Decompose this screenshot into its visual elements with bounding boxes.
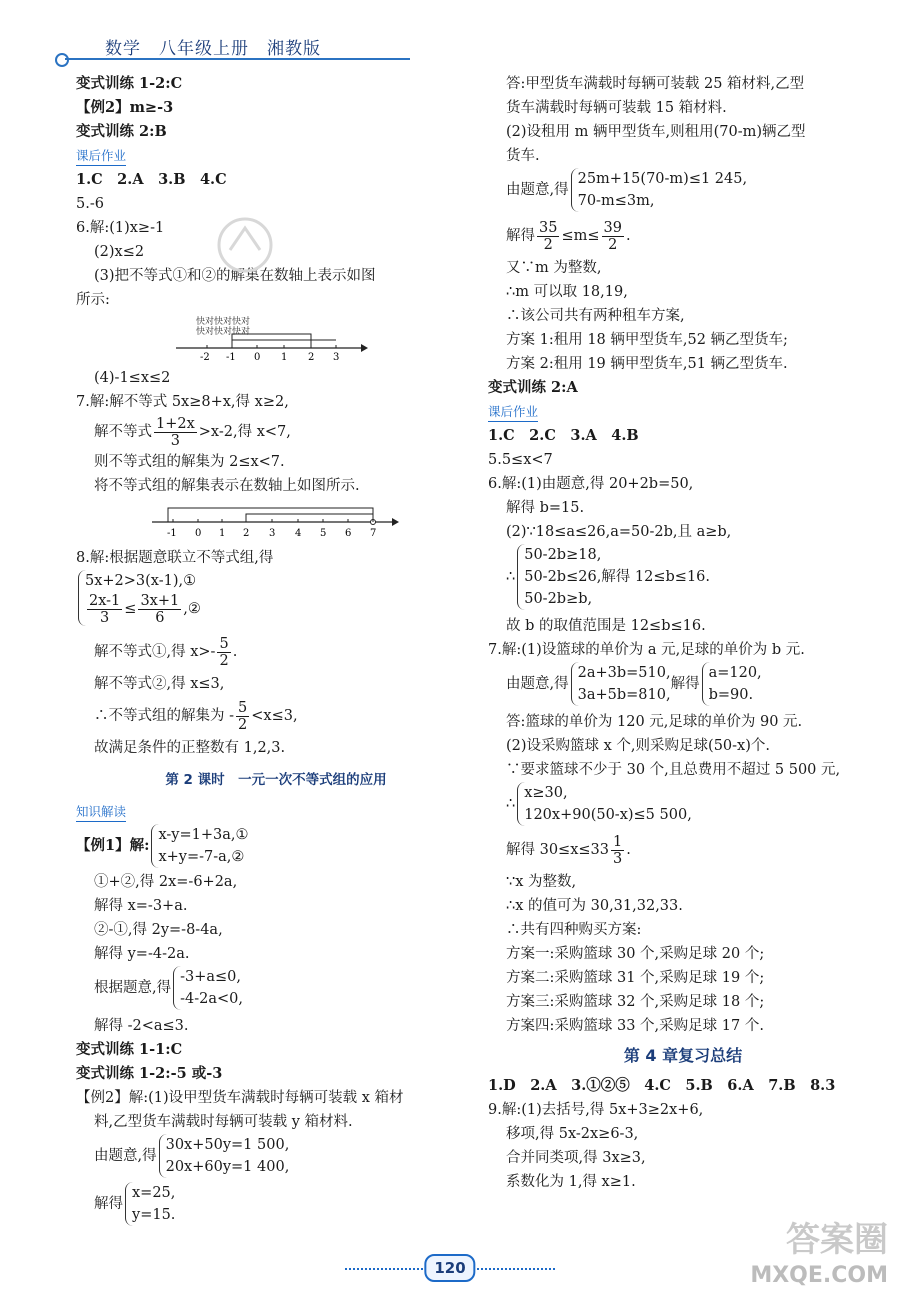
system-row: 3a+5b=810, xyxy=(577,687,671,703)
text-span: . xyxy=(626,842,631,858)
footer-dots-left xyxy=(345,1268,435,1272)
page-number: 120 xyxy=(424,1254,475,1282)
answer-line: 则不等式组的解集为 2≤x<7. xyxy=(94,454,285,470)
answer-line: 故 b 的取值范围是 12≤b≤16. xyxy=(506,618,706,634)
system-brace xyxy=(173,966,243,1010)
system-brace xyxy=(78,570,201,626)
fraction-denominator: 3 xyxy=(170,432,180,449)
number-line-note: 快对快对快对 xyxy=(196,317,251,327)
tick-label: -1 xyxy=(167,528,177,539)
fraction xyxy=(236,700,249,733)
tick-label: 5 xyxy=(320,528,327,539)
solution-bracket-1 xyxy=(168,508,373,522)
answer-line: 答:甲型货车满载时每辆可装载 25 箱材料,乙型 xyxy=(506,76,805,92)
answer-line: 6.解:(1)x≥-1 xyxy=(76,220,165,236)
answer-line: 方案一:采购篮球 30 个,采购足球 20 个; xyxy=(506,946,765,962)
answer-line xyxy=(76,1134,476,1182)
section-label: 课后作业 xyxy=(488,403,538,422)
answer-line xyxy=(76,696,476,736)
system-row: -4-2a<0, xyxy=(180,991,243,1007)
fraction-numerator: 1 xyxy=(613,833,623,850)
inequality-system xyxy=(488,544,878,614)
text-span: 解不等式 xyxy=(94,424,152,440)
example-label: 【例1】解: xyxy=(76,837,150,854)
fraction-numerator: 39 xyxy=(603,219,622,236)
fraction xyxy=(138,593,181,626)
text-span: 解得 30≤x≤33 xyxy=(506,842,609,858)
answer-line: 变式训练 1-2:-5 或-3 xyxy=(76,1065,223,1082)
answer-line: 8.解:根据题意联立不等式组,得 xyxy=(76,550,274,566)
answer-line: 变式训练 1-1:C xyxy=(76,1041,183,1058)
fraction xyxy=(154,416,197,449)
system-row: y=15. xyxy=(132,1207,176,1223)
answer-line: 货车. xyxy=(506,148,540,164)
tick-label: 0 xyxy=(254,352,261,360)
answer-line: 方案二:采购篮球 31 个,采购足球 19 个; xyxy=(506,970,765,986)
fraction-denominator: 2 xyxy=(238,716,248,733)
answer-line: 1.C 2.C 3.A 4.B xyxy=(488,427,639,444)
answer-line: 所示: xyxy=(76,292,110,308)
text-span: 由题意,得 xyxy=(94,1148,157,1164)
system-row: 70-m≤3m, xyxy=(577,193,655,209)
example-1 xyxy=(76,824,476,870)
answer-line: 故满足条件的正整数有 1,2,3. xyxy=(94,740,286,756)
system-brace xyxy=(517,782,692,826)
system-row: 20x+60y=1 400, xyxy=(165,1159,290,1175)
fraction-denominator: 3 xyxy=(100,609,110,626)
number-line-note: 快对快对快对 xyxy=(196,327,251,337)
page-header xyxy=(55,30,415,70)
tick-label: 2 xyxy=(308,352,315,360)
answer-line: 5.-6 xyxy=(76,196,104,212)
text-span: ∴ xyxy=(506,569,516,585)
number-line-1-svg xyxy=(76,316,476,360)
answer-line: (2)x≤2 xyxy=(94,244,145,260)
answer-line: 合并同类项,得 3x≥3, xyxy=(506,1150,646,1166)
system-row: x≥30, xyxy=(524,785,568,801)
system-row: 50-2b≤26,解得 12≤b≤16. xyxy=(524,569,711,585)
answer-line: 解得 -2<a≤3. xyxy=(94,1018,189,1034)
number-line-2 xyxy=(76,502,476,540)
watermark-logo xyxy=(750,1222,888,1294)
solution-bracket-2 xyxy=(246,514,373,522)
tick-label: 1 xyxy=(219,528,226,539)
tick-label: -1 xyxy=(226,352,236,360)
answer-line xyxy=(488,662,878,710)
answer-line: 变式训练 1-2:C xyxy=(76,75,183,92)
answer-line: (2)设租用 m 辆甲型货车,则租用(70-m)辆乙型 xyxy=(506,124,806,140)
footer-dots-right xyxy=(465,1268,555,1272)
answer-line: 5.5≤x<7 xyxy=(488,452,553,468)
tick-label: -2 xyxy=(200,352,210,360)
system-brace xyxy=(702,662,762,706)
stamp-icon xyxy=(210,210,280,280)
text-span: 解得 xyxy=(506,228,535,244)
answer-line: ∴共有四种购买方案: xyxy=(506,922,642,938)
fraction-numerator: 35 xyxy=(539,219,558,236)
text-span: ∴ xyxy=(506,796,516,812)
tick-label: 1 xyxy=(281,352,288,360)
system-row: 30x+50y=1 500, xyxy=(165,1137,290,1153)
watermark-url: MXQE.COM xyxy=(750,1263,888,1288)
header-dot-icon xyxy=(55,53,69,67)
system-row xyxy=(85,592,201,626)
system-row: 25m+15(70-m)≤1 245, xyxy=(577,171,748,187)
text-span: ∴不等式组的解集为 - xyxy=(94,708,235,724)
answer-line: 9.解:(1)去括号,得 5x+3≥2x+6, xyxy=(488,1102,704,1118)
answer-line: ∵x 为整数, xyxy=(506,874,577,890)
answer-line: 7.解:解不等式 5x≥8+x,得 x≥2, xyxy=(76,394,289,410)
answer-line: 变式训练 2:B xyxy=(76,123,167,140)
answer-line: 移项,得 5x-2x≥6-3, xyxy=(506,1126,639,1142)
answer-line: 系数化为 1,得 x≥1. xyxy=(506,1174,636,1190)
section-label: 课后作业 xyxy=(76,147,126,166)
answer-line xyxy=(488,830,878,870)
answer-line: 6.解:(1)由题意,得 20+2b=50, xyxy=(488,476,694,492)
number-line-2-svg xyxy=(76,502,476,540)
fraction-denominator: 2 xyxy=(219,652,229,669)
answer-line: ①+②,得 2x=-6+2a, xyxy=(94,874,238,890)
system-row: x+y=-7-a,② xyxy=(158,849,245,865)
text-span: >x-2,得 x<7, xyxy=(198,424,291,440)
fraction-numerator: 5 xyxy=(219,635,229,652)
fraction xyxy=(87,593,122,626)
answer-line: 方案三:采购篮球 32 个,采购足球 18 个; xyxy=(506,994,765,1010)
answer-line xyxy=(488,168,878,216)
tick-label: 3 xyxy=(269,528,276,539)
answer-line: 【例2】m≥-3 xyxy=(76,99,174,116)
fraction-denominator: 6 xyxy=(155,609,165,626)
system-row: 2a+3b=510, xyxy=(577,665,671,681)
axis-arrow-icon xyxy=(361,344,368,352)
tick-label: 6 xyxy=(345,528,352,539)
tick-label: 0 xyxy=(195,528,202,539)
answer-line: ∴m 可以取 18,19, xyxy=(506,284,628,300)
axis-arrow-icon xyxy=(392,518,399,526)
chapter-title: 第 4 章复习总结 xyxy=(623,1046,743,1065)
answer-line xyxy=(76,1182,476,1230)
system-row: 5x+2>3(x-1),① xyxy=(85,573,197,589)
answer-line: ②-①,得 2y=-8-4a, xyxy=(94,922,223,938)
system-row: 120x+90(50-x)≤5 500, xyxy=(524,807,692,823)
system-brace xyxy=(151,824,248,868)
answer-line: 方案 1:租用 18 辆甲型货车,52 辆乙型货车; xyxy=(506,332,788,348)
system-row: a=120, xyxy=(708,665,762,681)
system-brace xyxy=(159,1134,290,1178)
answer-line: 将不等式组的解集表示在数轴上如图所示. xyxy=(94,478,360,494)
system-brace xyxy=(125,1182,175,1226)
system-row: 50-2b≥18, xyxy=(524,547,602,563)
tick-label: 4 xyxy=(295,528,302,539)
fraction xyxy=(217,636,230,669)
answer-line: 1.D 2.A 3.①②⑤ 4.C 5.B 6.A 7.B 8.3 xyxy=(488,1077,836,1094)
answer-line: 解得 b=15. xyxy=(506,500,585,516)
lesson-title: 第 2 课时 一元一次不等式组的应用 xyxy=(165,772,387,788)
answer-line: 1.C 2.A 3.B 4.C xyxy=(76,171,227,188)
answer-line: 答:篮球的单价为 120 元,足球的单价为 90 元. xyxy=(506,714,803,730)
inequality-system xyxy=(488,782,878,830)
watermark-text: 答案圈 xyxy=(786,1220,888,1260)
answer-line xyxy=(76,632,476,672)
text-span: ≤ xyxy=(124,601,137,617)
tick-label: 3 xyxy=(333,352,340,360)
fraction-numerator: 2x-1 xyxy=(89,592,121,609)
section-label: 知识解读 xyxy=(76,803,126,822)
fraction-denominator: 3 xyxy=(613,850,623,867)
fraction-numerator: 1+2x xyxy=(156,415,195,432)
fraction-denominator: 2 xyxy=(608,236,618,253)
system-row: x-y=1+3a,① xyxy=(158,827,249,843)
tick-label: 2 xyxy=(243,528,250,539)
answer-line: (2)设采购篮球 x 个,则采购足球(50-x)个. xyxy=(506,738,770,754)
system-row: 50-2b≥b, xyxy=(524,591,593,607)
inequality-system xyxy=(76,570,476,632)
number-line-1 xyxy=(76,316,476,360)
fraction xyxy=(537,220,559,253)
answer-line: 7.解:(1)设篮球的单价为 a 元,足球的单价为 b 元. xyxy=(488,642,805,658)
answer-line: 变式训练 2:A xyxy=(488,379,578,396)
system-row: b=90. xyxy=(708,687,754,703)
tick-label: 7 xyxy=(370,528,377,539)
text-span: 解不等式①,得 x>- xyxy=(94,644,216,660)
fraction-denominator: 2 xyxy=(543,236,553,253)
answer-line: 【例2】解:(1)设甲型货车满载时每辆可装载 x 箱材 xyxy=(76,1090,404,1106)
text-span: 解得 xyxy=(94,1196,123,1212)
text-span: . xyxy=(625,228,631,244)
answer-line: 方案 2:租用 19 辆甲型货车,51 辆乙型货车. xyxy=(506,356,788,372)
text-span: ,② xyxy=(183,601,201,617)
system-row: x=25, xyxy=(132,1185,176,1201)
answer-line: (2)∵18≤a≤26,a=50-2b,且 a≥b, xyxy=(506,524,732,540)
text-span: <x≤3, xyxy=(251,708,298,724)
answer-line: 解不等式②,得 x≤3, xyxy=(94,676,225,692)
fraction xyxy=(602,220,624,253)
answer-line: ∴该公司共有两种租车方案, xyxy=(506,308,685,324)
answer-line: ∴x 的值可为 30,31,32,33. xyxy=(506,898,683,914)
answer-line: (3)把不等式①和②的解集在数轴上表示如图 xyxy=(94,268,376,284)
text-span: 由题意,得 xyxy=(506,676,569,692)
text-span: . xyxy=(232,644,238,660)
system-brace xyxy=(571,168,747,212)
text-span: 由题意,得 xyxy=(506,182,569,198)
right-column xyxy=(488,72,878,1194)
fraction-numerator: 3x+1 xyxy=(140,592,180,609)
answer-line: 解得 y=-4-2a. xyxy=(94,946,190,962)
fraction xyxy=(611,834,624,867)
answer-line: 料,乙型货车满载时每辆可装载 y 箱材料. xyxy=(94,1114,353,1130)
answer-line: 解得 x=-3+a. xyxy=(94,898,188,914)
answer-line xyxy=(488,216,878,256)
system-brace xyxy=(571,662,671,706)
answer-line: 货车满载时每辆可装载 15 箱材料. xyxy=(506,100,727,116)
answer-line: ∵要求篮球不少于 30 个,且总费用不超过 5 500 元, xyxy=(506,762,841,778)
answer-line xyxy=(76,966,476,1014)
answer-line xyxy=(76,414,476,450)
answer-line: 方案四:采购篮球 33 个,采购足球 17 个. xyxy=(506,1018,764,1034)
text-span: 根据题意,得 xyxy=(94,980,172,996)
fraction-numerator: 5 xyxy=(238,699,248,716)
answer-line: 又∵m 为整数, xyxy=(506,260,602,276)
page-number-box xyxy=(424,1254,475,1282)
system-row: -3+a≤0, xyxy=(180,969,242,985)
text-span: 解得 xyxy=(670,676,700,692)
text-span: ≤m≤ xyxy=(561,228,600,244)
system-brace xyxy=(517,544,710,610)
answer-line: (4)-1≤x≤2 xyxy=(94,370,171,386)
header-title: 数学 八年级上册 湘教版 xyxy=(105,39,321,59)
